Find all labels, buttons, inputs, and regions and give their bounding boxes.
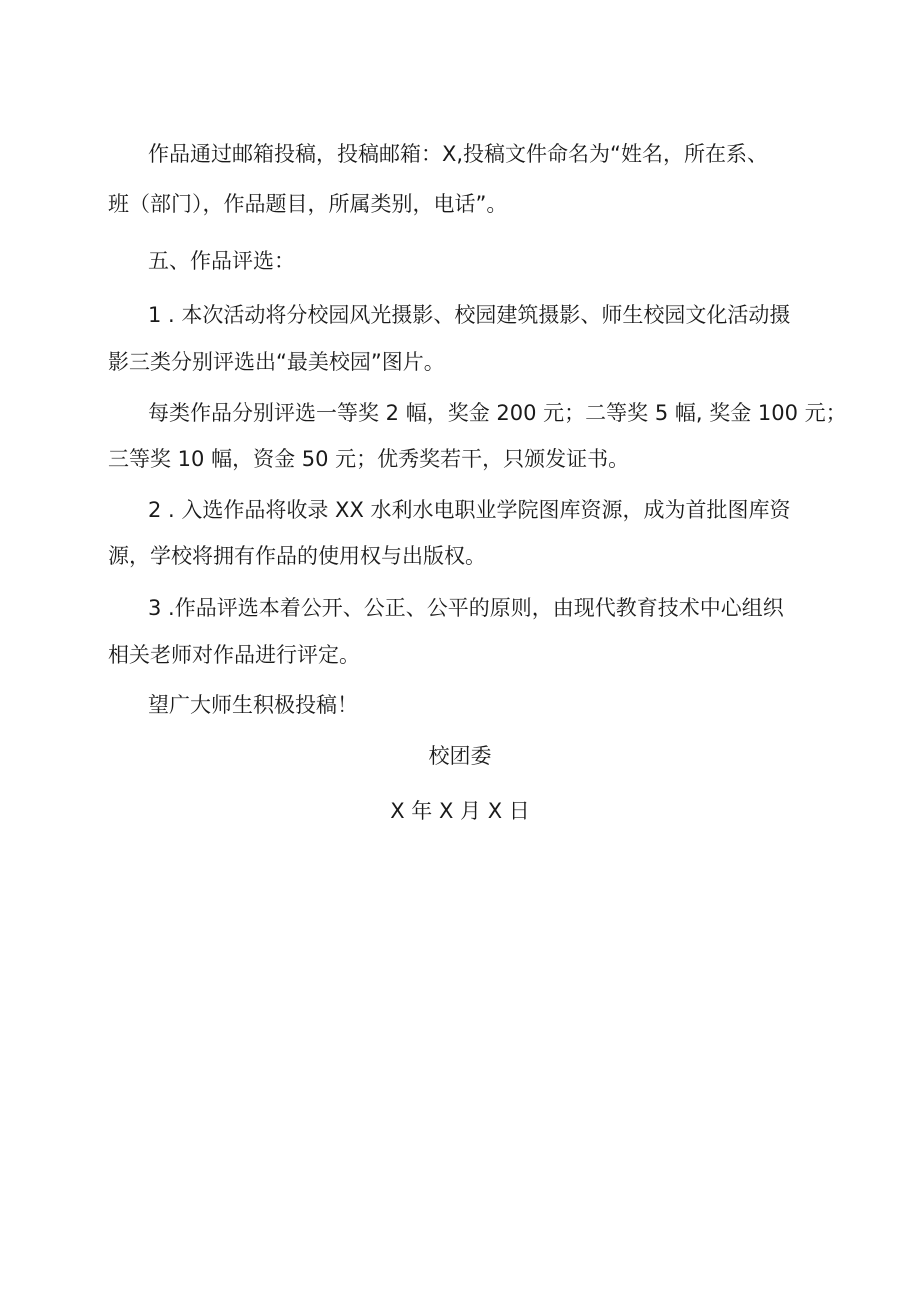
submission-line-2: 班（部门），作品题目，所属类别，电话”。 [108,192,508,216]
item-3-line-2: 相关老师对作品进行评定。 [108,643,360,667]
submission-line-1: 作品通过邮箱投稿，投稿邮箱：X,投稿文件命名为“姓名，所在系、 [148,142,768,166]
item-1-line-1: 1 . 本次活动将分校园风光摄影、校园建筑摄影、师生校园文化活动摄 [148,303,791,327]
closing-line: 望广大师生积极投稿！ [148,693,358,717]
signature-organization: 校团委 [428,744,492,768]
item-1-line-2: 影三类分别评选出“最美校园”图片。 [108,350,445,374]
item-3-line-1: 3 .作品评选本着公开、公正、公平的原则，由现代教育技术中心组织 [148,596,784,620]
signature-date: X 年 X 月 X 日 [390,799,530,823]
item-2-line-2: 源，学校将拥有作品的使用权与出版权。 [108,544,486,568]
section-heading: 五、作品评选： [148,249,295,273]
prizes-line-2: 三等奖 10 幅，资金 50 元；优秀奖若干，只颁发证书。 [108,447,630,471]
prizes-line-1: 每类作品分别评选一等奖 2 幅，奖金 200 元；二等奖 5 幅, 奖金 100 元； [148,401,847,425]
item-2-line-1: 2 . 入选作品将收录 XX 水利水电职业学院图库资源，成为首批图库资 [148,498,791,522]
